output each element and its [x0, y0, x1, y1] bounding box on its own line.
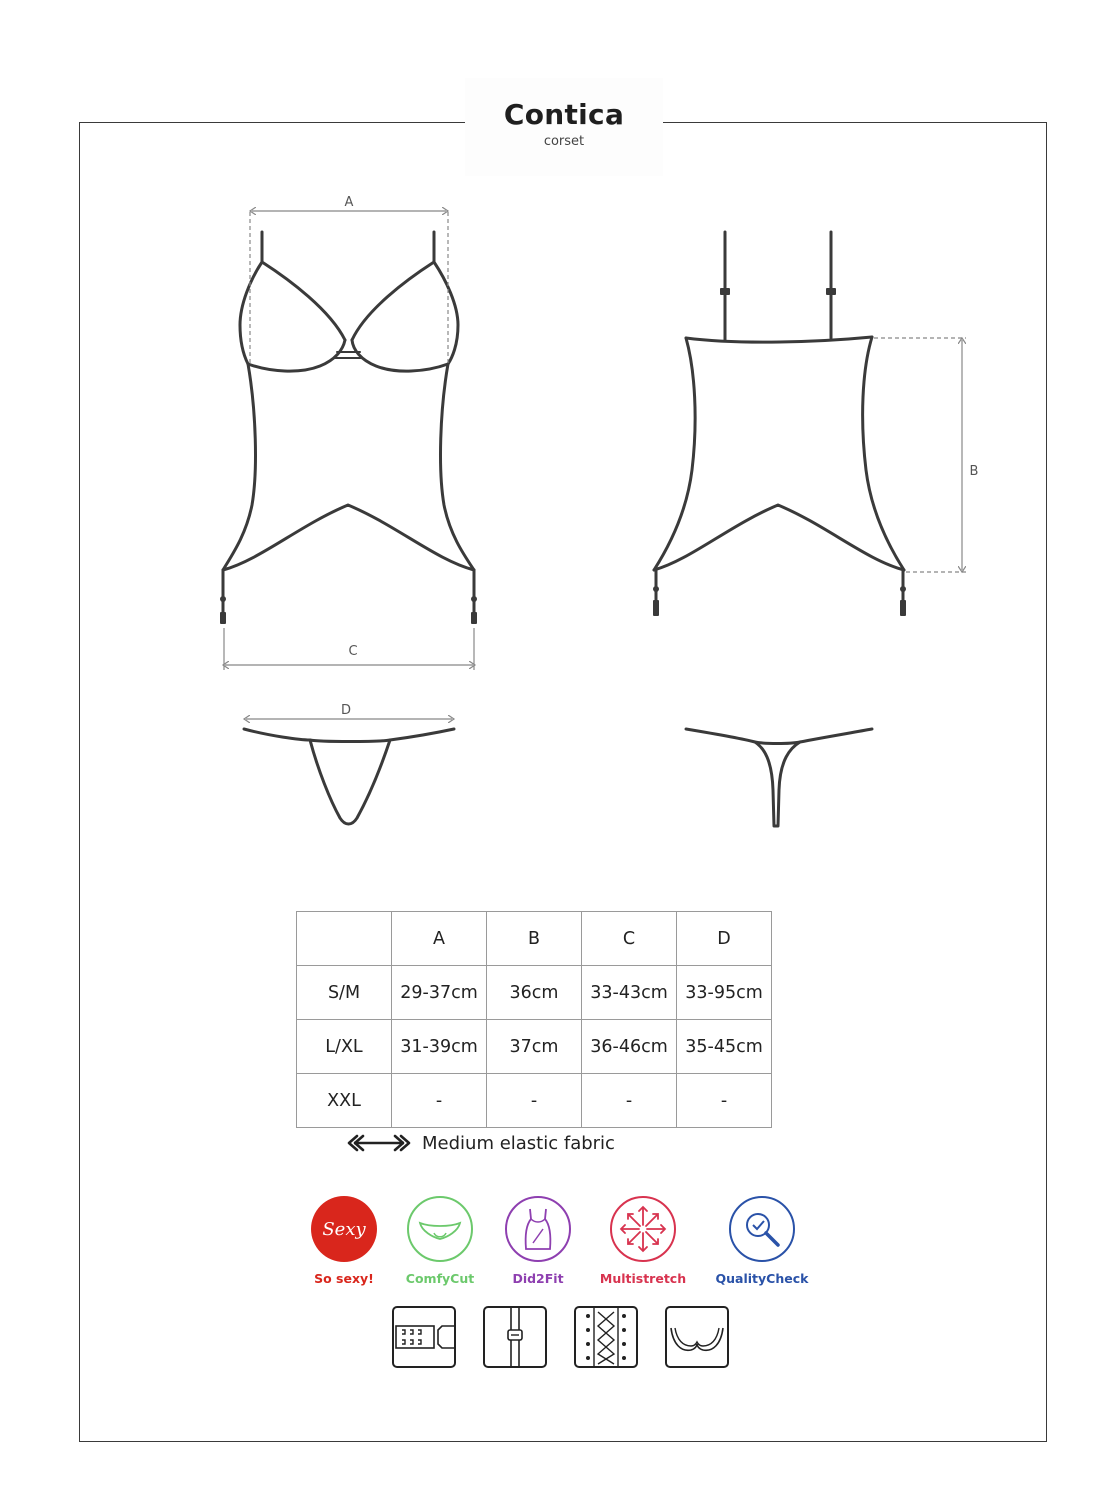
corset-back-drawing	[654, 232, 904, 612]
table-row	[297, 966, 772, 1020]
product-name: Contica	[503, 98, 625, 131]
badge-label: Did2Fit	[512, 1271, 564, 1286]
dimension-a-label: A	[344, 195, 354, 210]
fabric-note	[346, 1130, 615, 1156]
table-row	[297, 1074, 772, 1128]
size-cell: L/XL	[297, 1020, 392, 1074]
panty-icon	[406, 1195, 474, 1263]
double-arrow-icon	[346, 1133, 412, 1153]
badge-label: Multistretch	[599, 1271, 687, 1286]
measure-cell: 36-46cm	[582, 1020, 677, 1074]
magnifier-check-icon	[728, 1195, 796, 1263]
measure-cell: -	[677, 1074, 772, 1128]
construction-feature-icons	[390, 1306, 730, 1370]
measure-cell: 37cm	[487, 1020, 582, 1074]
fabric-note-text: Medium elastic fabric	[422, 1132, 615, 1154]
dimension-c-label: C	[348, 644, 358, 659]
table-row	[297, 1020, 772, 1074]
corset-front-drawing	[223, 232, 474, 618]
table-header-row	[297, 912, 772, 966]
table-header-cell: A	[392, 912, 487, 966]
stretch-arrows-icon	[609, 1195, 677, 1263]
measure-cell: -	[487, 1074, 582, 1128]
hook-and-eye-closure-icon	[392, 1306, 456, 1368]
size-cell: XXL	[297, 1074, 392, 1128]
table-header-cell: C	[582, 912, 677, 966]
badge-label: QualityCheck	[715, 1271, 809, 1286]
measure-cell: 31-39cm	[392, 1020, 487, 1074]
lace-up-back-icon	[574, 1306, 638, 1368]
badge-label: ComfyCut	[405, 1271, 475, 1286]
badge-did2fit	[483, 1195, 593, 1286]
adjustable-strap-icon	[483, 1306, 547, 1368]
thong-back-drawing	[686, 729, 872, 826]
feature-badges	[0, 1195, 1120, 1285]
measure-cell: 35-45cm	[677, 1020, 772, 1074]
measure-cell: 36cm	[487, 966, 582, 1020]
badge-label: So sexy!	[314, 1271, 374, 1286]
badge-comfycut	[385, 1195, 495, 1286]
dimension-b-label: B	[969, 464, 979, 479]
thong-front-drawing	[244, 729, 454, 824]
size-cell: S/M	[297, 966, 392, 1020]
table-header-cell: D	[677, 912, 772, 966]
badge-so-sexy	[289, 1195, 399, 1286]
sexy-logo-text: Sexy	[322, 1219, 366, 1240]
table-header-cell	[297, 912, 392, 966]
measure-cell: -	[392, 1074, 487, 1128]
sexy-icon	[310, 1195, 378, 1263]
dimension-d-label: D	[340, 703, 352, 718]
size-table	[296, 911, 772, 1128]
badge-multistretch	[588, 1195, 698, 1286]
measure-cell: 33-43cm	[582, 966, 677, 1020]
measure-cell: 33-95cm	[677, 966, 772, 1020]
suspender-clips-front	[220, 596, 477, 624]
dimension-a	[250, 211, 448, 365]
measure-cell: -	[582, 1074, 677, 1128]
underwire-cups-icon	[665, 1306, 729, 1368]
dimension-b	[874, 338, 966, 572]
measure-cell: 29-37cm	[392, 966, 487, 1020]
badge-qualitycheck	[707, 1195, 817, 1286]
dress-icon	[504, 1195, 572, 1263]
product-category: corset	[543, 134, 585, 149]
table-header-cell: B	[487, 912, 582, 966]
